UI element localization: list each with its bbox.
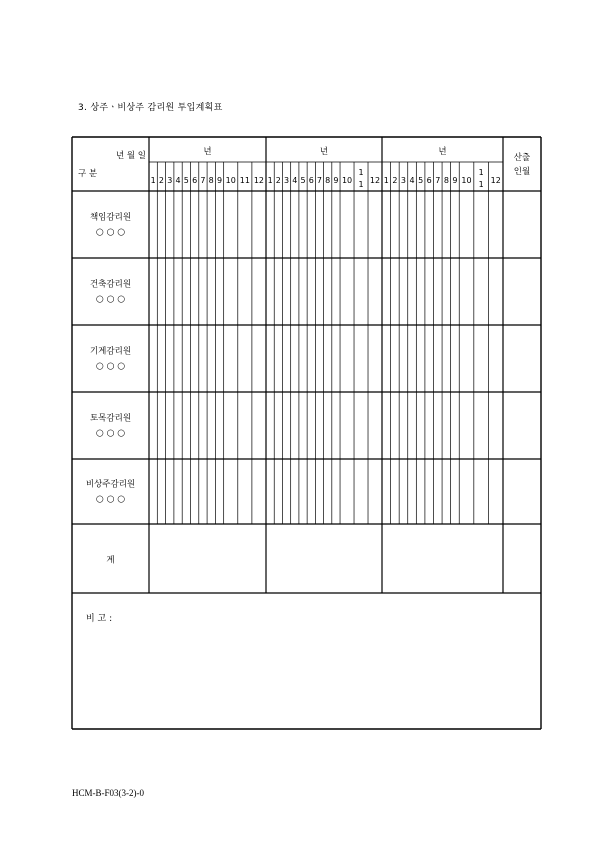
assignee-placeholder: ○ ○ ○	[95, 361, 126, 372]
form-title: 3. 상주ㆍ비상주 감리원 투입계획표	[78, 103, 223, 113]
month-label: 1	[150, 176, 156, 185]
month-label: 12	[490, 176, 501, 185]
month-label: 1	[358, 168, 364, 177]
role-label: 토목감리원	[89, 413, 132, 424]
month-label: 5	[300, 176, 306, 185]
month-label: 7	[200, 176, 206, 185]
role-label: 비상주감리원	[85, 479, 136, 490]
month-label: 12	[253, 176, 265, 185]
year-label: 년	[438, 147, 447, 157]
month-label: 12	[369, 176, 381, 185]
month-label: 2	[158, 176, 164, 185]
role-label: 건축감리원	[89, 279, 132, 290]
month-label: 1	[478, 168, 484, 177]
month-label: 5	[183, 176, 189, 185]
role-label: 책임감리원	[89, 212, 132, 223]
assignee-placeholder: ○ ○ ○	[95, 294, 126, 305]
month-label: 4	[292, 176, 298, 185]
month-label: 8	[443, 176, 449, 185]
month-label: 1	[267, 176, 273, 185]
year-label: 년	[319, 147, 329, 157]
assignee-placeholder: ○ ○ ○	[95, 227, 126, 238]
month-label: 3	[167, 176, 173, 185]
month-label: 6	[308, 176, 314, 185]
month-label: 3	[400, 176, 407, 185]
month-label: 6	[426, 176, 432, 185]
month-label: 1	[383, 176, 389, 185]
role-label: 기계감리원	[89, 346, 132, 357]
month-label: 11	[239, 176, 250, 185]
month-label: 8	[208, 176, 214, 185]
year-label: 년	[203, 147, 212, 157]
month-label: 7	[316, 176, 323, 185]
assignee-placeholder: ○ ○ ○	[95, 494, 126, 505]
assignee-placeholder: ○ ○ ○	[95, 428, 126, 439]
month-label: 9	[452, 176, 458, 185]
month-label: 9	[333, 176, 339, 185]
month-label: 1	[478, 180, 484, 189]
month-label: 4	[409, 176, 415, 185]
month-label: 8	[325, 176, 331, 185]
month-label: 10	[341, 176, 353, 185]
month-label: 7	[435, 176, 441, 185]
total-label-line2: 인월	[513, 167, 531, 177]
corner-category-label: 구 분	[78, 169, 98, 179]
month-label: 3	[284, 176, 290, 185]
month-label: 5	[418, 176, 424, 185]
month-label: 2	[275, 176, 281, 185]
month-label: 10	[461, 176, 472, 185]
month-label: 1	[358, 180, 364, 189]
sum-label: 계	[106, 555, 115, 566]
remarks-label: 비 고 :	[86, 614, 113, 624]
month-label: 10	[225, 176, 236, 185]
month-label: 9	[216, 176, 223, 185]
month-label: 2	[392, 176, 398, 185]
month-label: 6	[192, 176, 198, 185]
footer-code: HCM-B-F03(3-2)-0	[72, 788, 144, 798]
month-label: 4	[175, 176, 181, 185]
corner-date-label: 년 월 일	[115, 151, 146, 161]
total-label-line1: 산출	[513, 153, 531, 163]
